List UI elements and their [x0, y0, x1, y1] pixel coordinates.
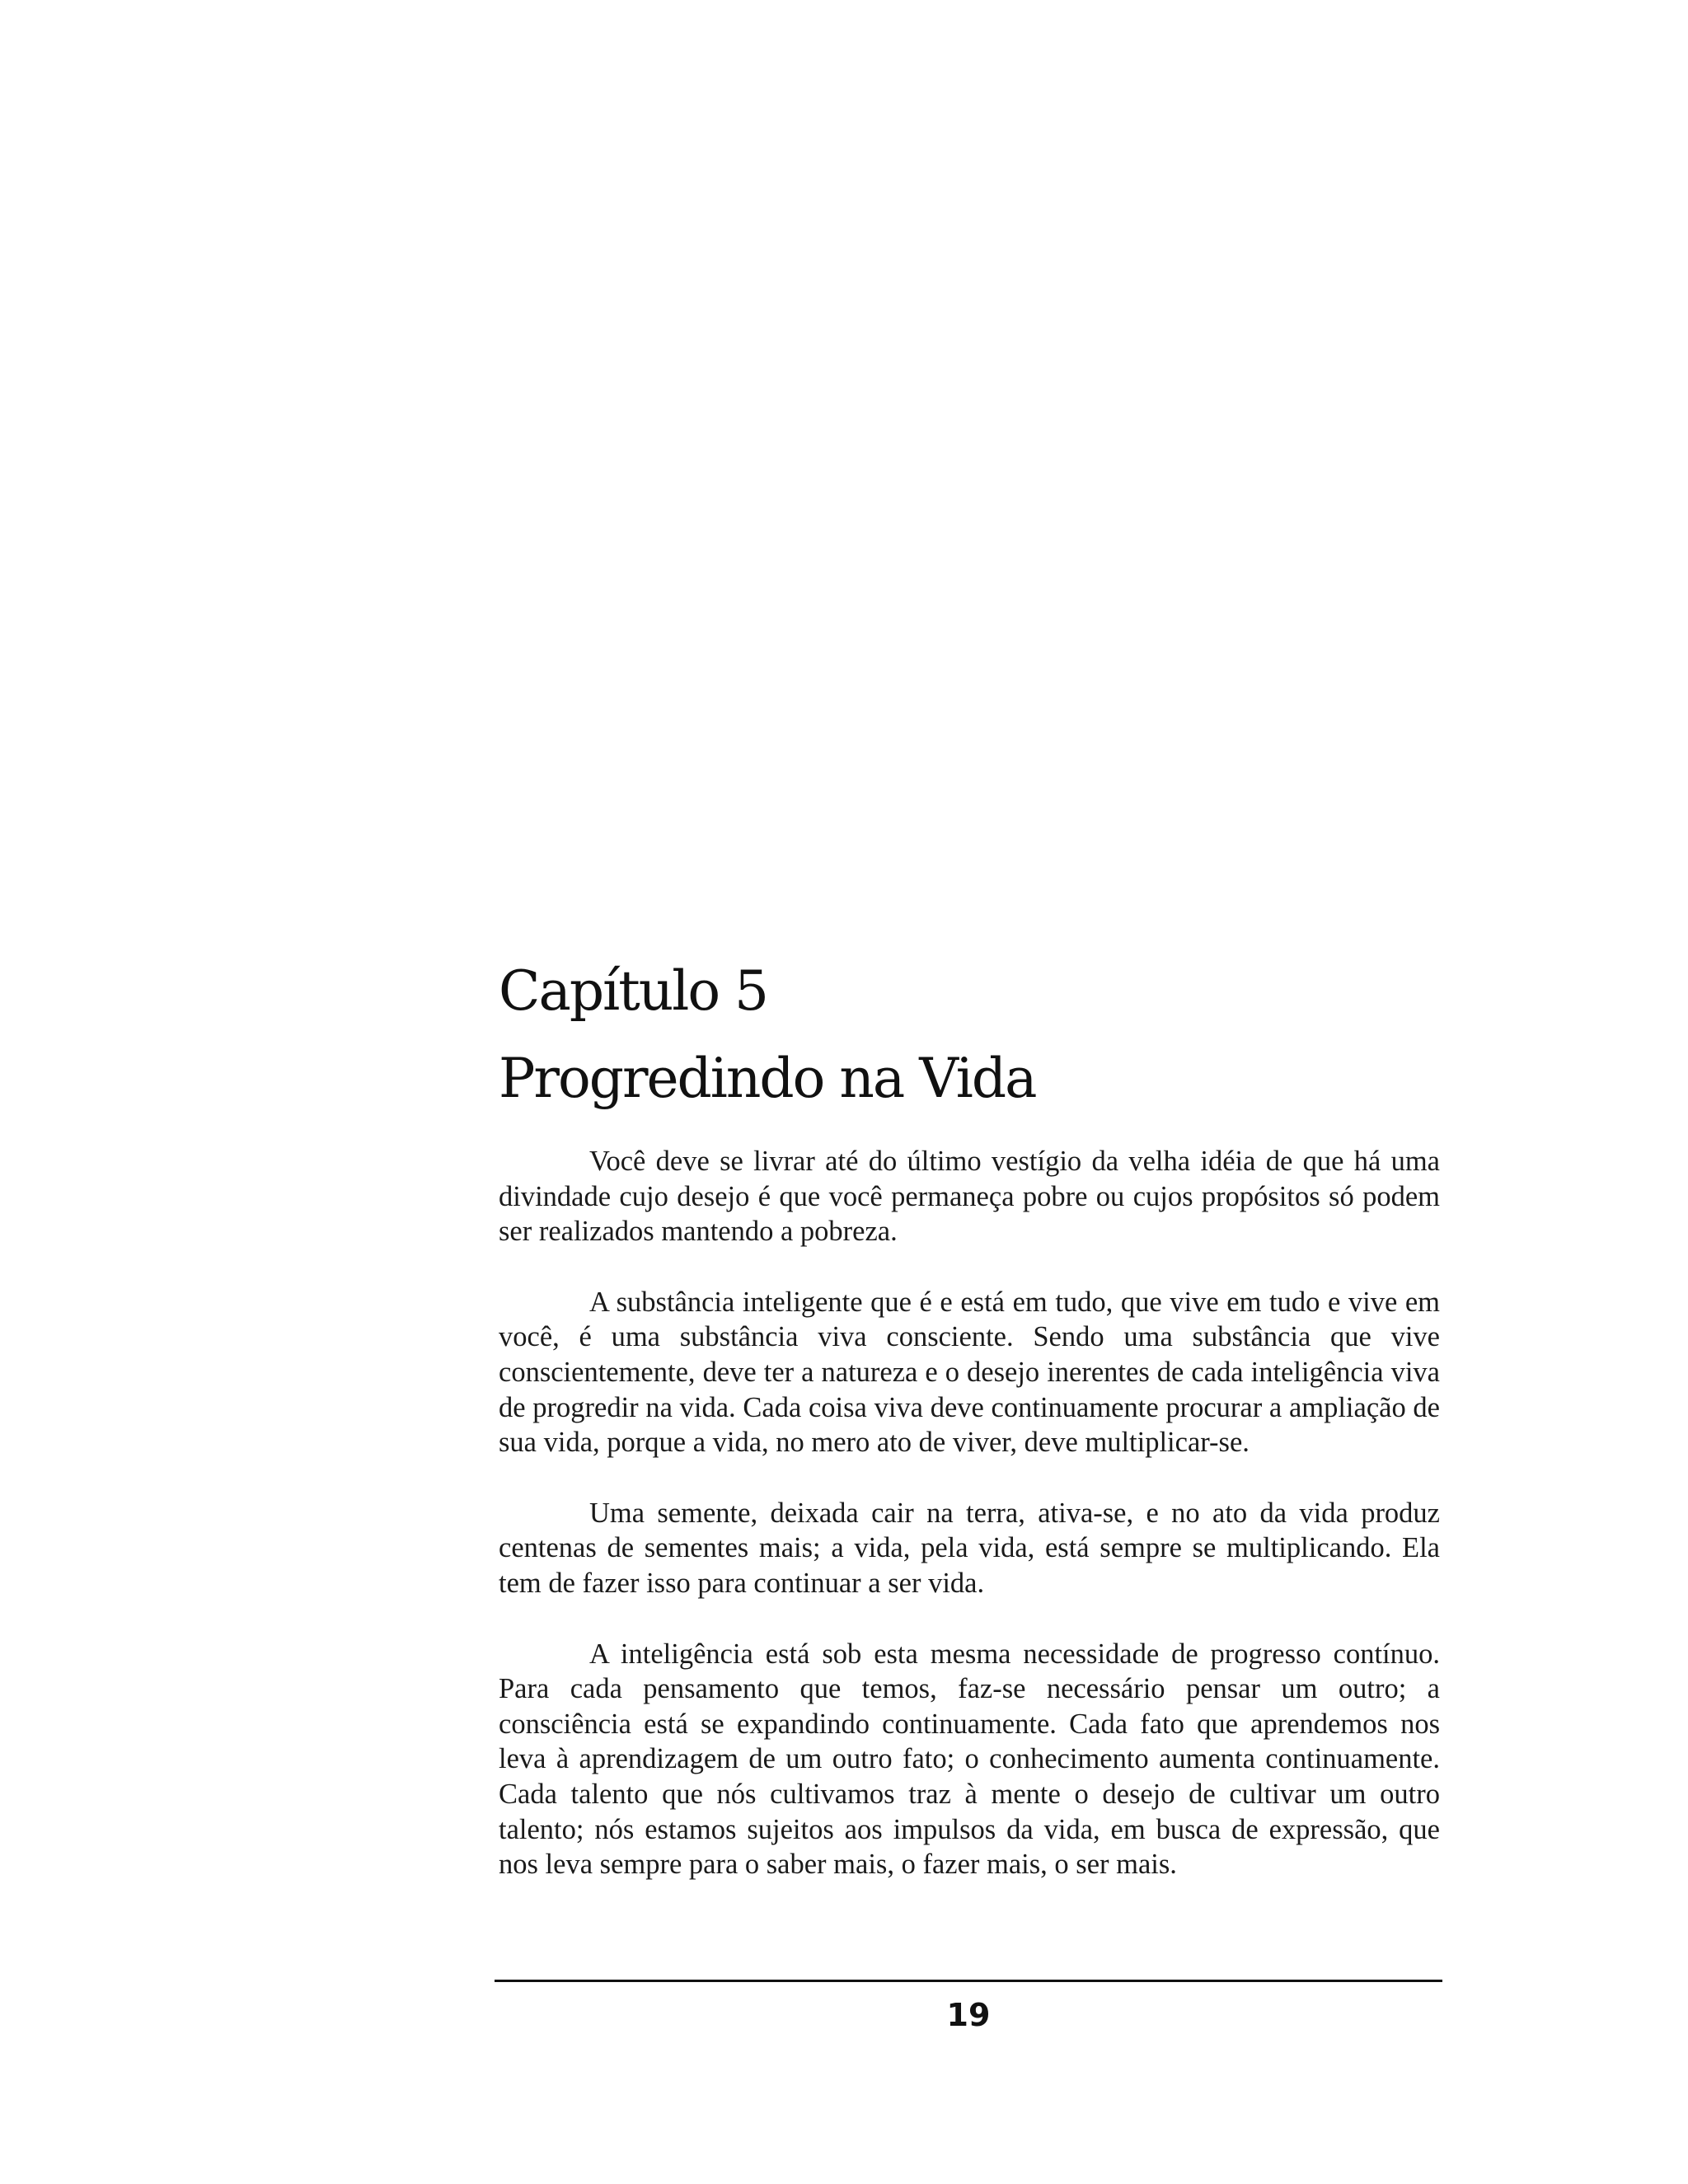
paragraph: Uma semente, deixada cair na terra, ativa-se, e no ato da vida produz centenas de sementes mais; a vida, pela vida, está sempre se multiplicando. Ela tem de fazer isso para continuar a ser vida. [499, 1497, 1440, 1599]
chapter-number: Capítulo 5 [499, 959, 768, 1023]
page-number: 19 [946, 1997, 991, 2033]
paragraph: Você deve se livrar até do último vestígio da velha idéia de que há uma divindade cujo desejo é que você permaneça pobre ou cujos propósitos só podem ser realizados mantendo a pobreza. [499, 1146, 1440, 1248]
chapter-heading [499, 948, 1447, 1122]
body-text [499, 1144, 1440, 1918]
paragraph: A inteligência está sob esta mesma necessidade de progresso contínuo. Para cada pensamento que temos, faz-se necessário pensar um outro; a consciência está se expandindo continuamente. Cada fato que aprendemos nos leva à aprendizagem de um outro fato; o conhecimento aumenta continuamente. Cada talento que nós cultivamos traz à mente o desejo de cultivar um outro talento; nós estamos sujeitos aos impulsos da vida, em busca de expressão, que nos leva sempre para o saber mais, o fazer mais, o ser mais. [499, 1638, 1440, 1881]
paragraph: A substância inteligente que é e está em tudo, que vive em tudo e vive em você, é uma substância viva consciente. Sendo uma substância que vive conscientemente, deve ter a natureza e o desejo inerentes de cada inteligência viva de progredir na vida. Cada coisa viva deve continuamente procurar a ampliação de sua vida, porque a vida, no mero ato de viver, deve multiplicar-se. [499, 1286, 1440, 1459]
chapter-title: Progredindo na Vida [499, 1047, 1036, 1110]
footer-divider [495, 1980, 1442, 1982]
